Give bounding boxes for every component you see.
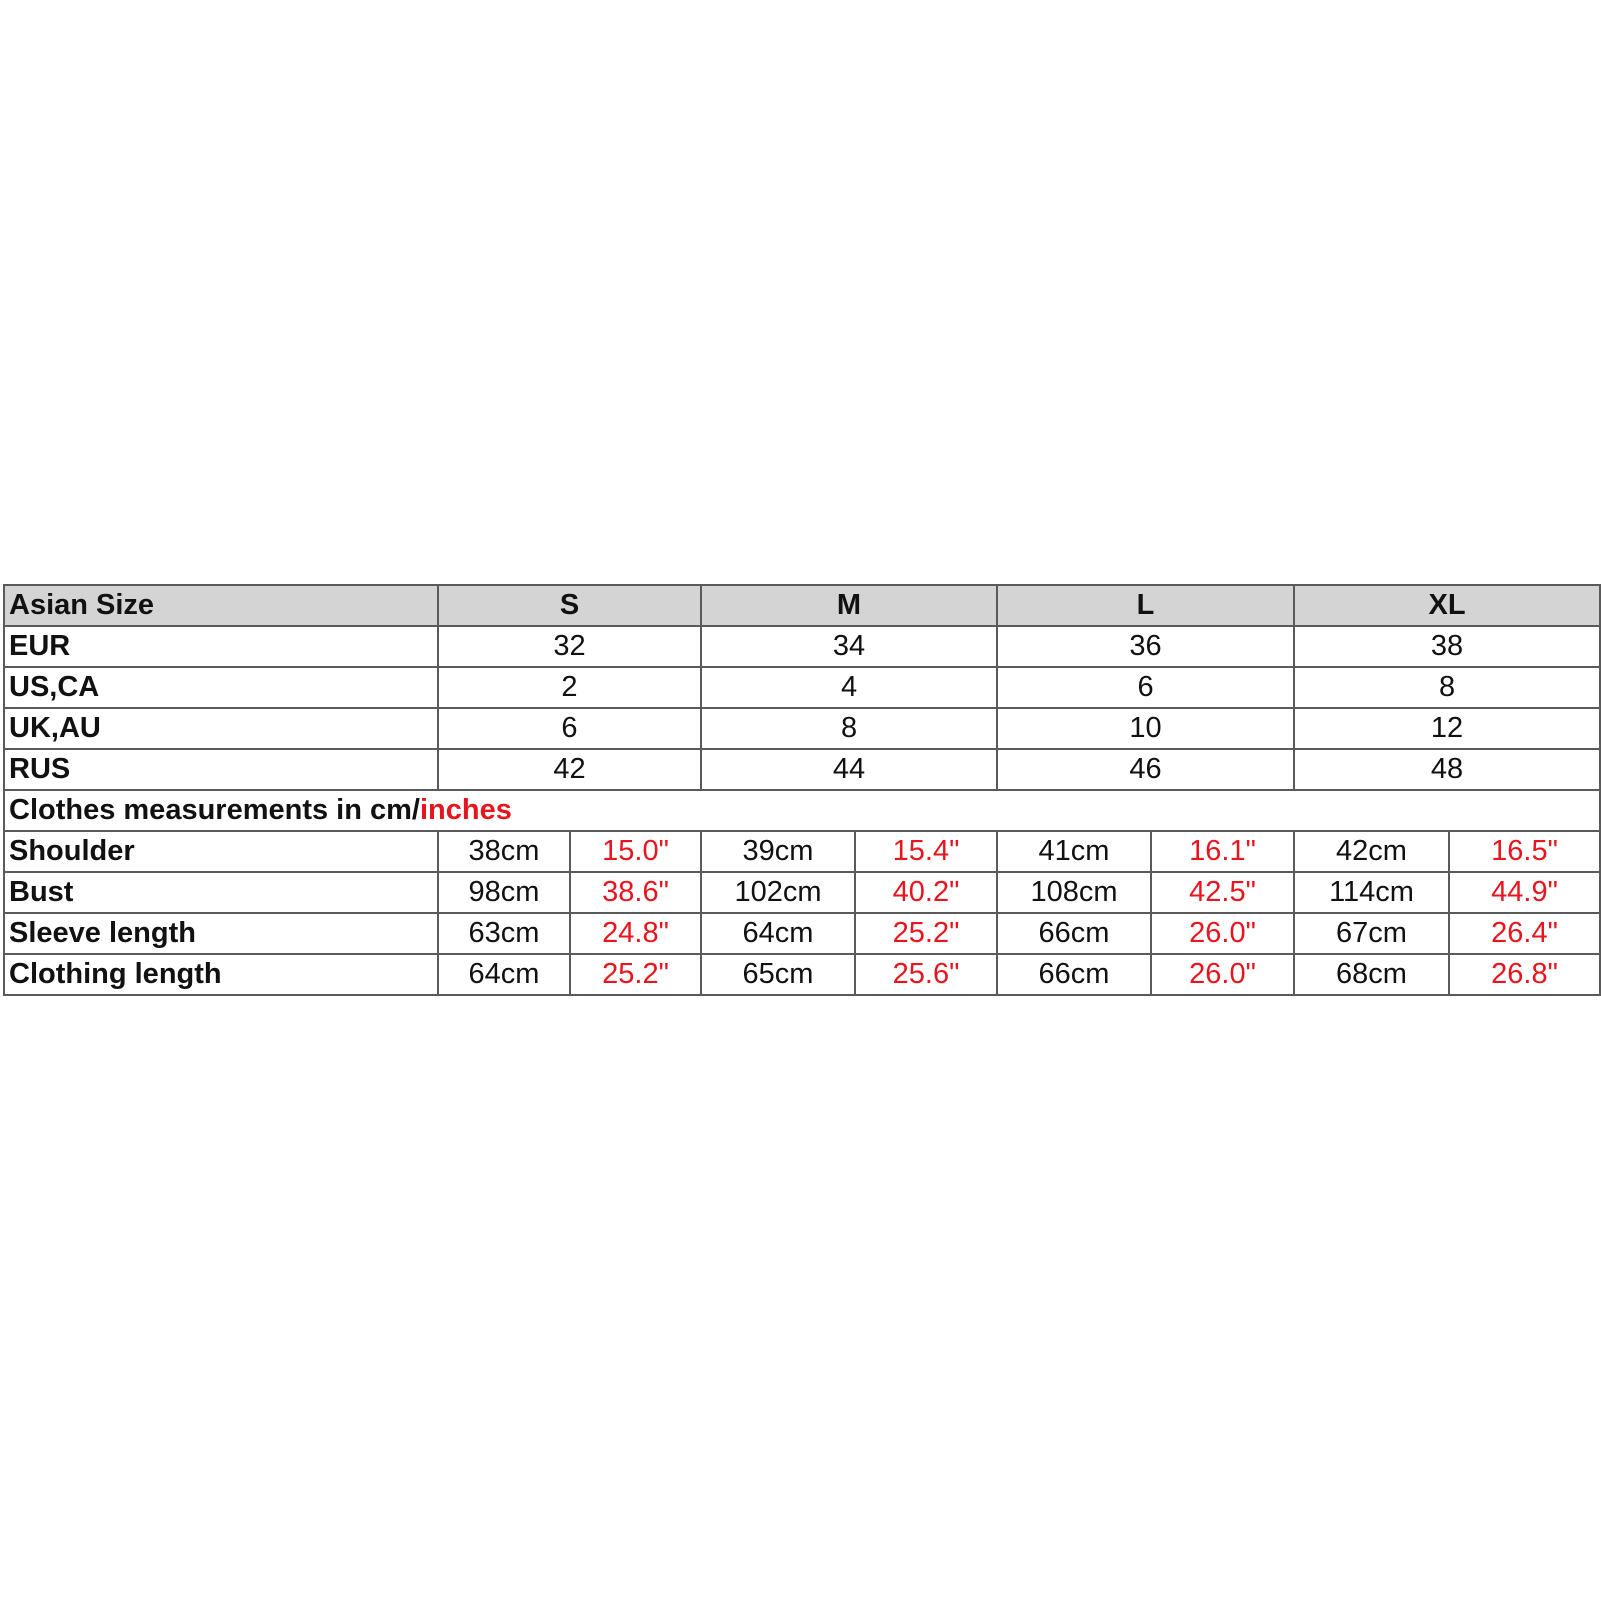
inch-value: 26.0" — [1151, 954, 1294, 995]
size-value: 32 — [438, 626, 701, 667]
cm-value: 66cm — [997, 954, 1151, 995]
uk-au-row — [4, 708, 1600, 749]
size-value: 36 — [997, 626, 1294, 667]
inch-value: 16.5" — [1449, 831, 1600, 872]
size-chart-table — [3, 584, 1601, 996]
size-value: 8 — [1294, 667, 1600, 708]
clothing-length-row — [4, 954, 1600, 995]
row-label: Shoulder — [4, 831, 438, 872]
row-label: US,CA — [4, 667, 438, 708]
inch-value: 16.1" — [1151, 831, 1294, 872]
size-value: 10 — [997, 708, 1294, 749]
size-value: 6 — [997, 667, 1294, 708]
inch-value: 26.0" — [1151, 913, 1294, 954]
inch-value: 42.5" — [1151, 872, 1294, 913]
size-value: 12 — [1294, 708, 1600, 749]
cm-value: 64cm — [438, 954, 570, 995]
cm-value: 114cm — [1294, 872, 1449, 913]
cm-value: 102cm — [701, 872, 855, 913]
shoulder-row — [4, 831, 1600, 872]
sleeve-length-row — [4, 913, 1600, 954]
measurements-section-title — [4, 790, 1600, 831]
size-value: 8 — [701, 708, 997, 749]
cm-value: 67cm — [1294, 913, 1449, 954]
size-value: 6 — [438, 708, 701, 749]
cm-value: 38cm — [438, 831, 570, 872]
row-label: UK,AU — [4, 708, 438, 749]
asian-size-label: Asian Size — [4, 585, 438, 626]
row-label: RUS — [4, 749, 438, 790]
inch-value: 25.2" — [570, 954, 701, 995]
cm-value: 64cm — [701, 913, 855, 954]
size-value: 48 — [1294, 749, 1600, 790]
size-value: 42 — [438, 749, 701, 790]
section-title-prefix: Clothes measurements in cm/ — [9, 794, 420, 826]
size-value: 4 — [701, 667, 997, 708]
cm-value: 66cm — [997, 913, 1151, 954]
measurements-section-row — [4, 790, 1600, 831]
rus-row — [4, 749, 1600, 790]
us-ca-row — [4, 667, 1600, 708]
size-value: 46 — [997, 749, 1294, 790]
cm-value: 68cm — [1294, 954, 1449, 995]
size-value: 44 — [701, 749, 997, 790]
cm-value: 39cm — [701, 831, 855, 872]
cm-value: 98cm — [438, 872, 570, 913]
cm-value: 41cm — [997, 831, 1151, 872]
cm-value: 42cm — [1294, 831, 1449, 872]
inch-value: 44.9" — [1449, 872, 1600, 913]
inch-value: 26.8" — [1449, 954, 1600, 995]
size-value: 38 — [1294, 626, 1600, 667]
cm-value: 63cm — [438, 913, 570, 954]
inch-value: 40.2" — [855, 872, 997, 913]
row-label: Sleeve length — [4, 913, 438, 954]
row-label: Bust — [4, 872, 438, 913]
size-value: 2 — [438, 667, 701, 708]
inch-value: 25.2" — [855, 913, 997, 954]
size-value: 34 — [701, 626, 997, 667]
cm-value: 108cm — [997, 872, 1151, 913]
section-title-inches: inches — [419, 794, 512, 826]
eur-row — [4, 626, 1600, 667]
row-label: Clothing length — [4, 954, 438, 995]
inch-value: 15.0" — [570, 831, 701, 872]
inch-value: 24.8" — [570, 913, 701, 954]
cm-value: 65cm — [701, 954, 855, 995]
inch-value: 15.4" — [855, 831, 997, 872]
size-header-row — [4, 585, 1600, 626]
inch-value: 38.6" — [570, 872, 701, 913]
inch-value: 25.6" — [855, 954, 997, 995]
row-label: EUR — [4, 626, 438, 667]
inch-value: 26.4" — [1449, 913, 1600, 954]
size-xl-header: XL — [1294, 585, 1600, 626]
size-l-header: L — [997, 585, 1294, 626]
bust-row — [4, 872, 1600, 913]
size-s-header: S — [438, 585, 701, 626]
size-m-header: M — [701, 585, 997, 626]
